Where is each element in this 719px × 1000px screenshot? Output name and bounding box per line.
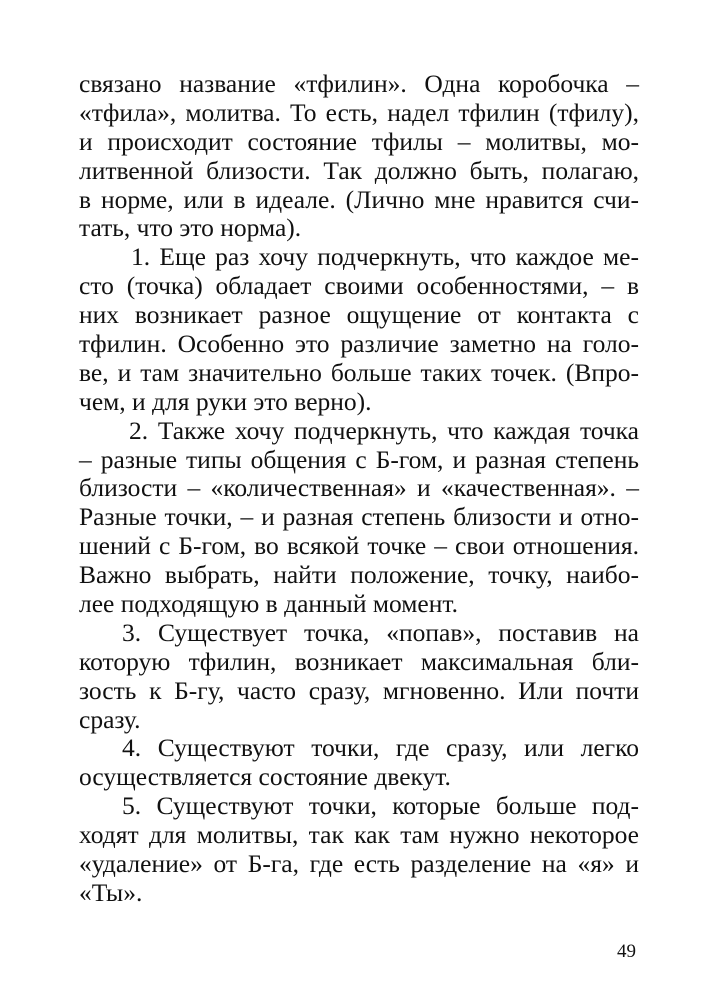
- text-line: них возникает разное ощущение от контакта с: [79, 300, 639, 330]
- text-line: ходят для молитвы, так как там нужно некоторое: [79, 820, 639, 850]
- text-line: 4. Существуют точки, где сразу, или легко: [122, 733, 639, 763]
- text-line: 3. Существует точка, «попав», поставив на: [122, 617, 639, 647]
- text-line: Важно выбрать, найти положение, точку, наибо-: [79, 560, 639, 590]
- text-line: связано название «тфилин». Одна коробочка –: [79, 69, 639, 98]
- text-line: сразу.: [79, 704, 141, 734]
- text-line: лее подходящую в данный момент.: [79, 589, 458, 619]
- text-line: «удаление» от Б-га, где есть разделение на «я» и: [79, 849, 639, 879]
- text-line: близости – «количественная» и «качественная». –: [79, 473, 639, 503]
- paragraph-item-4: [79, 734, 639, 792]
- text-line: тать, что это норма).: [79, 213, 302, 243]
- text-line: зость к Б-гу, часто сразу, мгновенно. Или почти: [79, 675, 639, 705]
- text-line: сто (точка) обладает своими особенностями, – в: [79, 271, 639, 301]
- paragraph-item-2: [79, 417, 639, 619]
- text-line: «тфила», молитва. То есть, надел тфилин (тфилу),: [79, 97, 639, 127]
- paragraph-item-5: [79, 792, 639, 908]
- text-line: осуществляется состояние двекут.: [79, 762, 451, 792]
- text-line: «Ты».: [79, 877, 143, 907]
- paragraph-item-3: [79, 619, 639, 735]
- text-line: в норме, или в идеале. (Лично мне нравится счи-: [79, 184, 639, 214]
- page-body: [79, 70, 639, 908]
- text-line: 1. Еще раз хочу подчеркнуть, что каждое ме-: [131, 242, 639, 272]
- text-line: шений с Б-гом, во всякой точке – свои отношения.: [79, 531, 639, 561]
- text-line: которую тфилин, возникает максимальная бли-: [79, 646, 639, 676]
- text-line: – разные типы общения с Б-гом, и разная степень: [79, 444, 639, 474]
- text-line: литвенной близости. Так должно быть, полагаю,: [79, 155, 639, 185]
- paragraph-item-1: [79, 243, 639, 416]
- page-number: 49: [617, 941, 636, 962]
- text-line: Разные точки, – и разная степень близости и отно-: [79, 502, 639, 532]
- paragraph-intro: [79, 70, 639, 243]
- text-line: 2. Также хочу подчеркнуть, что каждая точка: [129, 415, 639, 445]
- text-line: ве, и там значительно больше таких точек. (Впро-: [79, 357, 639, 387]
- text-line: 5. Существуют точки, которые больше под-: [122, 791, 639, 821]
- text-line: чем, и для руки это верно).: [79, 386, 372, 416]
- text-line: и происходит состояние тфилы – молитвы, мо-: [79, 126, 639, 156]
- text-line: тфилин. Особенно это различие заметно на голо-: [79, 329, 639, 359]
